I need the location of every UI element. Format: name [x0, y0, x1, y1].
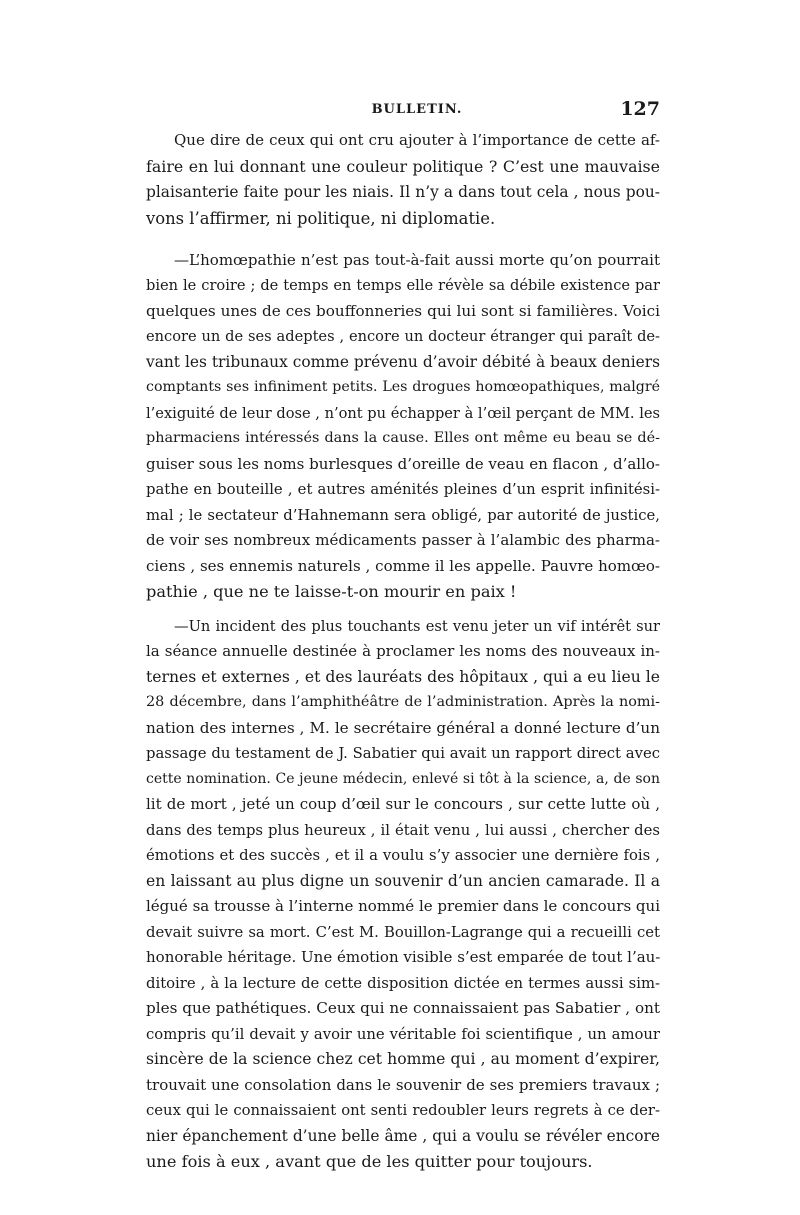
text-line: ciens , ses ennemis naturels , comme il les appelle. Pauvre homœo- [146, 556, 660, 575]
paragraph-gap [146, 232, 660, 248]
text-line: la séance annuelle destinée à proclamer les noms des nouveaux in- [146, 642, 660, 661]
text-line: compris qu’il devait y avoir une véritable foi scientifique , un amour [146, 1025, 660, 1043]
text-line: passage du testament de J. Sabatier qui avait un rapport direct avec [146, 745, 660, 763]
text-line: encore un de ses adeptes , encore un docteur étranger qui paraît de- [146, 328, 660, 346]
text-line: plaisanterie faite pour les niais. Il n’y a dans tout cela , nous pou- [146, 182, 660, 201]
text-line: guiser sous les noms burlesques d’oreille de veau en flacon , d’allo- [146, 454, 660, 473]
text-line: vons l’affirmer, ni politique, ni diplomatie. [146, 208, 496, 228]
text-line: émotions et des succès , et il a voulu s’y associer une dernière fois , [146, 847, 660, 865]
text-line: —L’homœpathie n’est pas tout-à-fait aussi morte qu’on pourrait [174, 250, 660, 269]
text-line: ditoire , à la lecture de cette disposition dictée en termes aussi sim- [146, 974, 660, 992]
body-text [146, 128, 660, 1175]
text-line: trouvait une consolation dans le souvenir de ses premiers travaux ; [146, 1075, 660, 1094]
text-line: ternes et externes , et des lauréats des hôpitaux , qui a eu lieu le [146, 667, 660, 686]
page-number: 127 [620, 98, 660, 120]
text-line: mal ; le sectateur d’Hahnemann sera obligé, par autorité de justice, [146, 506, 660, 524]
text-line: bien le croire ; de temps en temps elle révèle sa débile existence par [146, 277, 660, 295]
running-head [146, 98, 660, 124]
text-line: comptants ses infiniment petits. Les drogues homœopathiques, malgré [146, 379, 660, 396]
text-line: légué sa trousse à l’interne nommé le premier dans le concours qui [146, 897, 660, 916]
text-line: quelques unes de ces bouffonneries qui lui sont si familières. Voici [146, 301, 660, 320]
text-line: —Un incident des plus touchants est venu jeter un vif intérêt sur [174, 617, 660, 635]
paragraph-homoeopathy [146, 248, 660, 605]
paragraph-sabatier [146, 614, 660, 1175]
text-line: ceux qui le connaissaient ont senti redoubler leurs regrets à ce der- [146, 1102, 660, 1120]
text-line: cette nomination. Ce jeune médecin, enlevé si tôt à la science, a, de son [146, 770, 660, 787]
text-line: Que dire de ceux qui ont cru ajouter à l’importance de cette af- [174, 131, 660, 149]
text-line: faire en lui donnant une couleur politique ? C’est une mauvaise [146, 156, 660, 176]
text-line: vant les tribunaux comme prévenu d’avoir débité à beaux deniers [146, 352, 660, 371]
text-line: pharmaciens intéressés dans la cause. Elles ont même eu beau se dé- [146, 430, 660, 447]
text-line: en laissant au plus digne un souvenir d’un ancien camarade. Il a [146, 871, 660, 890]
paragraph-gap [146, 605, 660, 614]
text-line: pathie , que ne te laisse-t-on mourir en paix ! [146, 582, 517, 602]
text-line: lit de mort , jeté un coup d’œil sur le concours , sur cette lutte où , [146, 795, 660, 814]
text-line: de voir ses nombreux médicaments passer à l’alambic des pharma- [146, 531, 660, 550]
text-line: dans des temps plus heureux , il était venu , lui aussi , chercher des [146, 821, 660, 839]
text-line: pathe en bouteille , et autres aménités pleines d’un esprit infinitési- [146, 481, 660, 499]
text-line: honorable héritage. Une émotion visible s’est emparée de tout l’au- [146, 948, 661, 967]
text-line: une fois à eux , avant que de les quitter pour toujours. [146, 1152, 593, 1172]
running-title: BULLETIN. [371, 102, 463, 117]
paragraph-conclusion [146, 128, 660, 232]
text-line: ples que pathétiques. Ceux qui ne connaissaient pas Sabatier , ont [146, 999, 660, 1018]
text-line: nation des internes , M. le secrétaire général a donné lecture d’un [146, 718, 660, 737]
text-line: l’exiguité de leur dose , n’ont pu échapper à l’œil perçant de MM. les [146, 404, 660, 422]
text-line: nier épanchement d’une belle âme , qui a voulu se révéler encore [146, 1126, 660, 1145]
text-line: sincère de la science chez cet homme qui , au moment d’expirer, [146, 1050, 660, 1069]
text-line: 28 décembre, dans l’amphithéâtre de l’administration. Après la nomi- [146, 694, 660, 711]
text-line: devait suivre sa mort. C’est M. Bouillon-Lagrange qui a recueilli cet [146, 923, 660, 941]
